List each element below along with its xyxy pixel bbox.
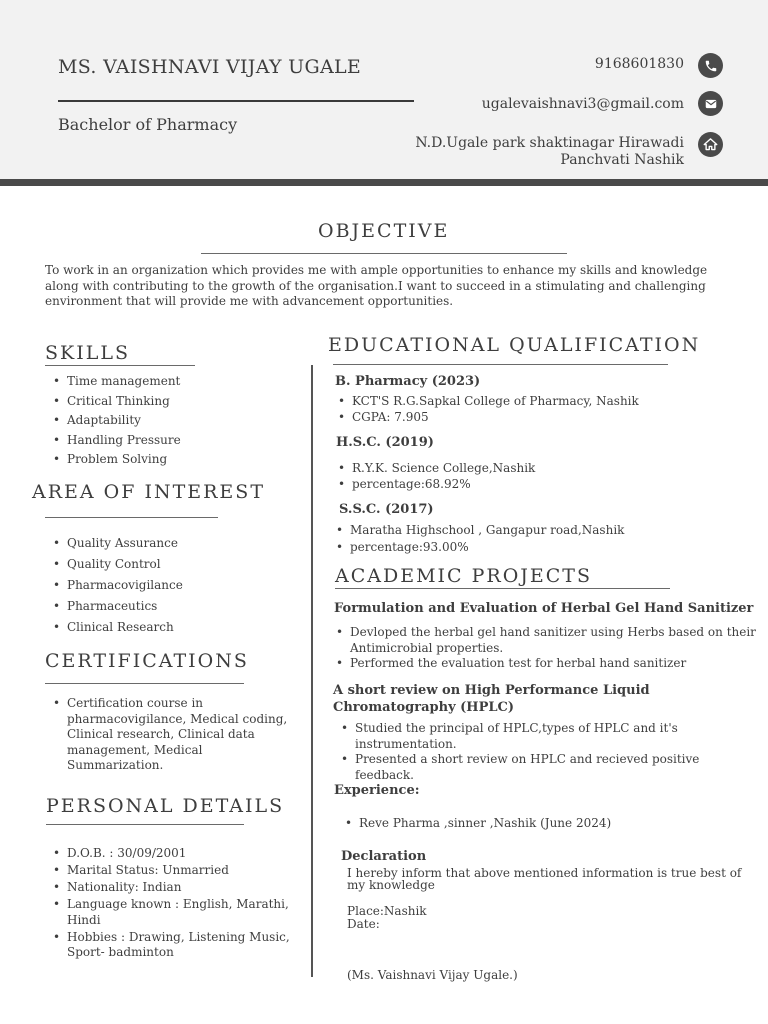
- edu-list-bpharm: [330, 394, 750, 425]
- edu-heading-ssc: S.S.C. (2017): [339, 502, 434, 517]
- home-icon: [698, 132, 723, 157]
- list-item: • Performed the evaluation test for herbal hand sanitizer: [328, 656, 758, 672]
- experience-list: [337, 816, 757, 832]
- list-item: • CGPA: 7.905: [330, 410, 750, 426]
- declaration-place: Place:Nashik: [347, 904, 427, 918]
- edu-list-ssc: [328, 523, 748, 556]
- project-list-hplc: [333, 721, 758, 783]
- phone-icon: [698, 53, 723, 78]
- list-item: • Reve Pharma ,sinner ,Nashik (June 2024): [337, 816, 757, 832]
- education-title: EDUCATIONAL QUALIFICATION: [328, 334, 701, 356]
- candidate-degree: Bachelor of Pharmacy: [58, 115, 238, 134]
- list-item: • Presented a short review on HPLC and recieved positive feedback.: [333, 752, 758, 783]
- objective-title: OBJECTIVE: [318, 220, 450, 242]
- column-divider: [311, 365, 313, 977]
- list-item: • Language known : English, Marathi, Hindi: [45, 897, 295, 928]
- list-item: • percentage:68.92%: [330, 477, 750, 493]
- list-item: • R.Y.K. Science College,Nashik: [330, 461, 750, 477]
- experience-title: Experience:: [334, 783, 420, 798]
- email-icon: [698, 91, 723, 116]
- declaration-text: I hereby inform that above mentioned information is true best of my knowledge: [347, 866, 742, 892]
- list-item: • Pharmacovigilance: [45, 578, 295, 594]
- declaration-date: Date:: [347, 917, 380, 931]
- skills-rule: [45, 365, 195, 366]
- list-item: • percentage:93.00%: [328, 540, 748, 556]
- interest-rule: [45, 517, 218, 518]
- list-item: • Quality Control: [45, 557, 295, 573]
- contact-phone: 9168601830: [594, 56, 684, 72]
- certifications-rule: [45, 683, 244, 684]
- list-item: • Adaptability: [45, 413, 295, 429]
- list-item: • KCT'S R.G.Sapkal College of Pharmacy, Nashik: [330, 394, 750, 410]
- skills-title: SKILLS: [45, 342, 130, 364]
- list-item: • Pharmaceutics: [45, 599, 295, 615]
- contact-address: [415, 135, 684, 169]
- certifications-title: CERTIFICATIONS: [45, 650, 249, 672]
- projects-rule: [335, 588, 670, 589]
- objective-rule: [201, 253, 567, 254]
- list-item: • Critical Thinking: [45, 394, 295, 410]
- list-item: • Studied the principal of HPLC,types of HPLC and it's instrumentation.: [333, 721, 758, 752]
- education-rule: [333, 364, 668, 365]
- personal-rule: [46, 824, 244, 825]
- candidate-name: MS. VAISHNAVI VIJAY UGALE: [58, 56, 362, 78]
- list-item: • Devloped the herbal gel hand sanitizer using Herbs based on their Antimicrobial properties.: [328, 625, 758, 656]
- header-divider-bar: [0, 179, 768, 186]
- skills-list: [45, 374, 295, 468]
- edu-heading-hsc: H.S.C. (2019): [336, 435, 434, 450]
- list-item: • Marital Status: Unmarried: [45, 863, 295, 879]
- contact-email: ugalevaishnavi3@gmail.com: [481, 96, 684, 112]
- personal-list: [45, 846, 295, 961]
- edu-heading-bpharm: B. Pharmacy (2023): [335, 374, 481, 389]
- declaration-title: Declaration: [341, 849, 427, 864]
- address-line-1: N.D.Ugale park shaktinagar Hirawadi: [415, 135, 684, 151]
- list-item: • Maratha Highschool , Gangapur road,Nashik: [328, 523, 748, 539]
- project-heading-hplc: A short review on High Performance Liquid Chromatography (HPLC): [333, 683, 650, 715]
- list-item: • Quality Assurance: [45, 536, 295, 552]
- list-item: • Nationality: Indian: [45, 880, 295, 896]
- address-line-2: Panchvati Nashik: [560, 152, 684, 168]
- certifications-list: [45, 696, 290, 774]
- interest-title: AREA OF INTEREST: [32, 481, 265, 503]
- interest-list: [45, 536, 295, 636]
- name-underline: [58, 100, 414, 102]
- projects-title: ACADEMIC PROJECTS: [335, 565, 592, 587]
- list-item: • Certification course in pharmacovigilance, Medical coding, Clinical research, Clinical data management, Medical Summarization.: [45, 696, 290, 774]
- personal-title: PERSONAL DETAILS: [46, 795, 285, 817]
- list-item: • Hobbies : Drawing, Listening Music, Sport- badminton: [45, 930, 295, 961]
- project-list-sanitizer: [328, 625, 758, 672]
- list-item: • Clinical Research: [45, 620, 295, 636]
- list-item: • Handling Pressure: [45, 433, 295, 449]
- project-heading-sanitizer: Formulation and Evaluation of Herbal Gel Hand Sanitizer: [334, 601, 754, 616]
- signature-name: (Ms. Vaishnavi Vijay Ugale.): [347, 968, 518, 982]
- list-item: • Time management: [45, 374, 295, 390]
- list-item: • D.O.B. : 30/09/2001: [45, 846, 295, 862]
- objective-text: To work in an organization which provides me with ample opportunities to enhance my skills and knowledge along with contributing to the growth of the organisation.I want to succeed in a stimulating and challenging environment that will provide me with advancement opportunities.: [45, 263, 708, 308]
- list-item: • Problem Solving: [45, 452, 295, 468]
- edu-list-hsc: [330, 461, 750, 492]
